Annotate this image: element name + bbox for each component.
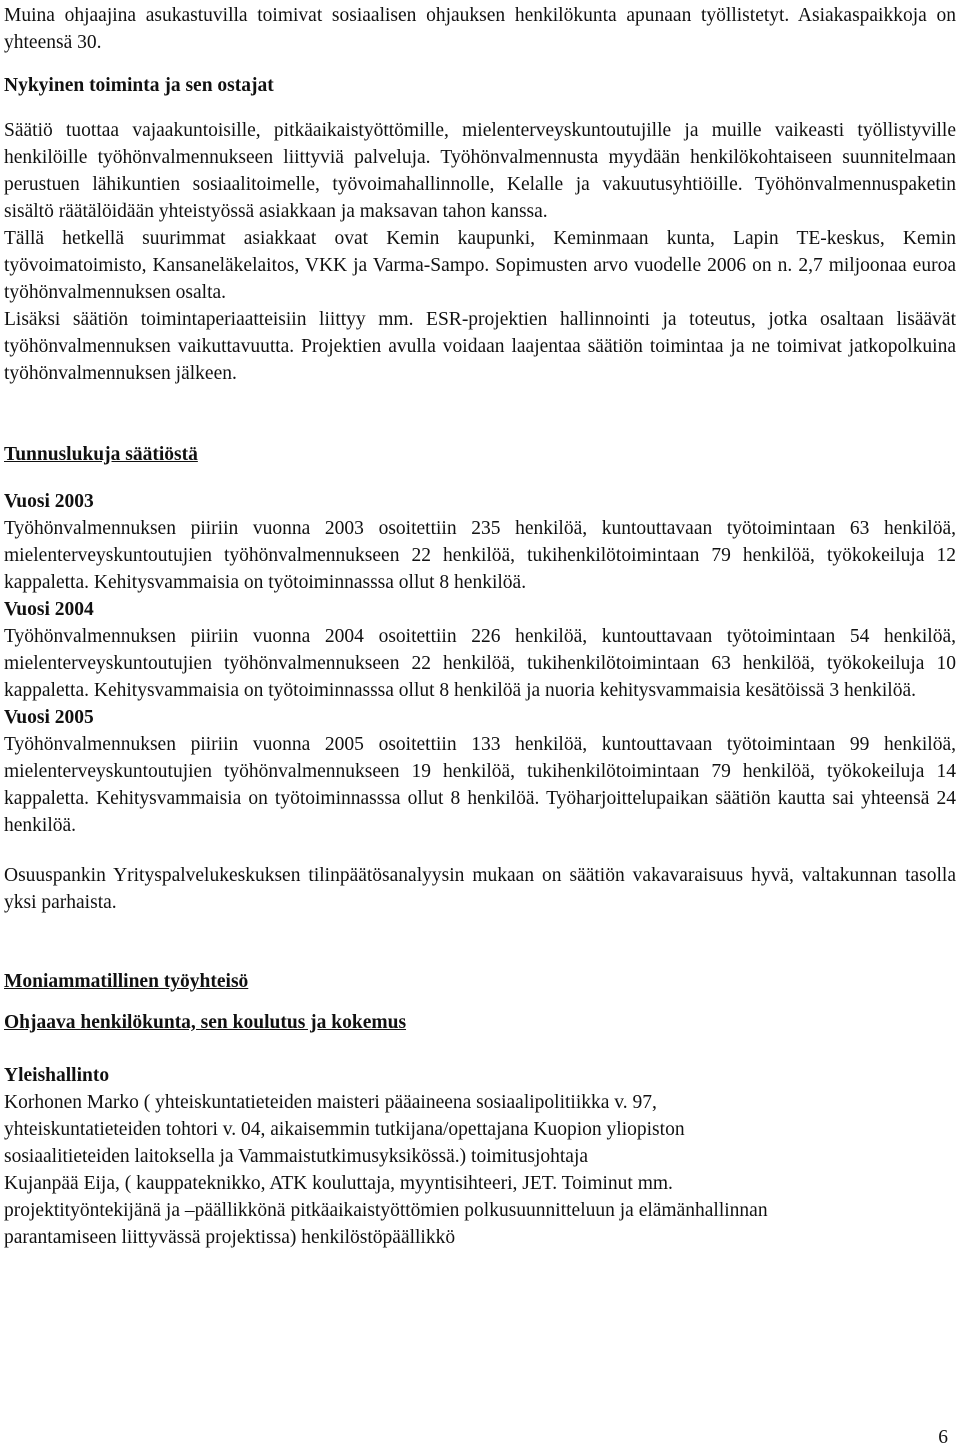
year-heading-2003: Vuosi 2003	[4, 491, 94, 512]
spacer	[4, 468, 956, 488]
current-paragraph-2: Tällä hetkellä suurimmat asiakkaat ovat Kemin kaupunki, Keminmaan kunta, Lapin TE-keskus, Kemin työvoimatoimisto, Kansaneläkelaitos, VKK ja Varma-Sampo. Sopimusten arvo vuodelle 2006 on n. 2,7 miljoonaa euroa työhönvalmennuksen osalta.	[4, 228, 956, 303]
page-number: 6	[938, 1427, 948, 1448]
admin-line-2: yhteiskuntatieteiden tohtori v. 04, aikaisemmin tutkijana/opettajana Kuopion yliopiston	[4, 1119, 685, 1140]
admin-line-5: projektityöntekijänä ja –päällikkönä pitkäaikaistyöttömien polkusuunnitteluun ja elämänhallinnan	[4, 1200, 768, 1221]
admin-line-1: Korhonen Marko ( yhteiskuntatieteiden maisteri pääaineena sosiaalipolitiikka v. 97,	[4, 1092, 657, 1113]
year-text-2003: Työhönvalmennuksen piiriin vuonna 2003 osoitettiin 235 henkilöä, kuntouttavaan työtoimintaan 63 henkilöä, mielenterveyskuntoutujien työhönvalmennukseen 22 henkilöä, tukihenkilötoimintaan 79 henkilöä, työkokeiluja 12 kappaletta. Kehitysvammaisia on työtoiminnasssa ollut 8 henkilöä.	[4, 518, 956, 593]
spacer	[4, 56, 956, 72]
spacer	[4, 1036, 956, 1062]
section-heading-current: Nykyinen toiminta ja sen ostajat	[4, 75, 274, 96]
section-heading-team: Moniammatillinen työyhteisö	[4, 971, 249, 992]
spacer	[4, 995, 956, 1009]
section-heading-keyfigures: Tunnuslukuja säätiöstä	[4, 444, 198, 465]
spacer	[4, 99, 956, 117]
admin-line-6: parantamiseen liittyvässä projektissa) henkilöstöpäällikkö	[4, 1227, 456, 1248]
current-paragraph-3: Lisäksi säätiön toimintaperiaatteisiin liittyy mm. ESR-projektien hallinnointi ja toteutus, jotka osaltaan lisäävät työhönvalmennuksen vaikuttavuutta. Projektien avulla voidaan laajentaa säätiön toimintaa ja ne toimivat jatkopolkuina työhönvalmennuksen jälkeen.	[4, 309, 956, 384]
spacer	[4, 387, 956, 441]
intro-paragraph: Muina ohjaajina asukastuvilla toimivat sosiaalisen ohjauksen henkilökunta apunaan työllistetyt. Asiakaspaikkoja on yhteensä 30.	[4, 5, 956, 53]
year-text-2004: Työhönvalmennuksen piiriin vuonna 2004 osoitettiin 226 henkilöä, kuntouttavaan työtoimintaan 54 henkilöä, mielenterveyskuntoutujien työhönvalmennukseen 22 henkilöä, tukihenkilötoimintaan 63 henkilöä, työkokeiluja 10 kappaletta. Kehitysvammaisia on työtoiminnasssa ollut 8 henkilöä ja nuoria kehitysvammaisia kesätöissä 3 henkilöä.	[4, 626, 956, 701]
spacer	[4, 839, 956, 862]
spacer	[4, 916, 956, 968]
document-page	[4, 2, 956, 1251]
current-paragraph-1: Säätiö tuottaa vajaakuntoisille, pitkäaikaistyöttömille, mielenterveyskuntoutujille ja muille vaikeasti työllistyville henkilöille työhönvalmennukseen liittyviä palveluja. Työhönvalmennusta myydään henkilökohtaiseen suunnitelmaan perustuen lähikuntien sosiaalitoimelle, työvoimahallinnolle, Kelalle ja vakuutusyhtiöille. Työhönvalmennuspaketin sisältö räätälöidään yhteistyössä asiakkaan ja maksavan tahon kanssa.	[4, 120, 956, 222]
solvency-paragraph: Osuuspankin Yrityspalvelukeskuksen tilinpäätösanalyysin mukaan on säätiön vakavaraisuus hyvä, valtakunnan tasolla yksi parhaista.	[4, 865, 956, 913]
admin-heading: Yleishallinto	[4, 1065, 110, 1086]
admin-line-3: sosiaalitieteiden laitoksella ja Vammaistutkimusyksikössä.) toimitusjohtaja	[4, 1146, 589, 1167]
year-heading-2005: Vuosi 2005	[4, 707, 94, 728]
year-heading-2004: Vuosi 2004	[4, 599, 94, 620]
year-text-2005: Työhönvalmennuksen piiriin vuonna 2005 osoitettiin 133 henkilöä, kuntouttavaan työtoimintaan 99 henkilöä, mielenterveyskuntoutujien työhönvalmennukseen 19 henkilöä, tukihenkilötoimintaan 79 henkilöä, työkokeiluja 14 kappaletta. Kehitysvammaisia on työtoiminnasssa ollut 8 henkilöä. Työharjoittelupaikan säätiön kautta sai yhteensä 24 henkilöä.	[4, 734, 956, 836]
section-subheading-staff: Ohjaava henkilökunta, sen koulutus ja kokemus	[4, 1012, 407, 1033]
admin-line-4: Kujanpää Eija, ( kauppateknikko, ATK kouluttaja, myyntisihteeri, JET. Toiminut mm.	[4, 1173, 673, 1194]
